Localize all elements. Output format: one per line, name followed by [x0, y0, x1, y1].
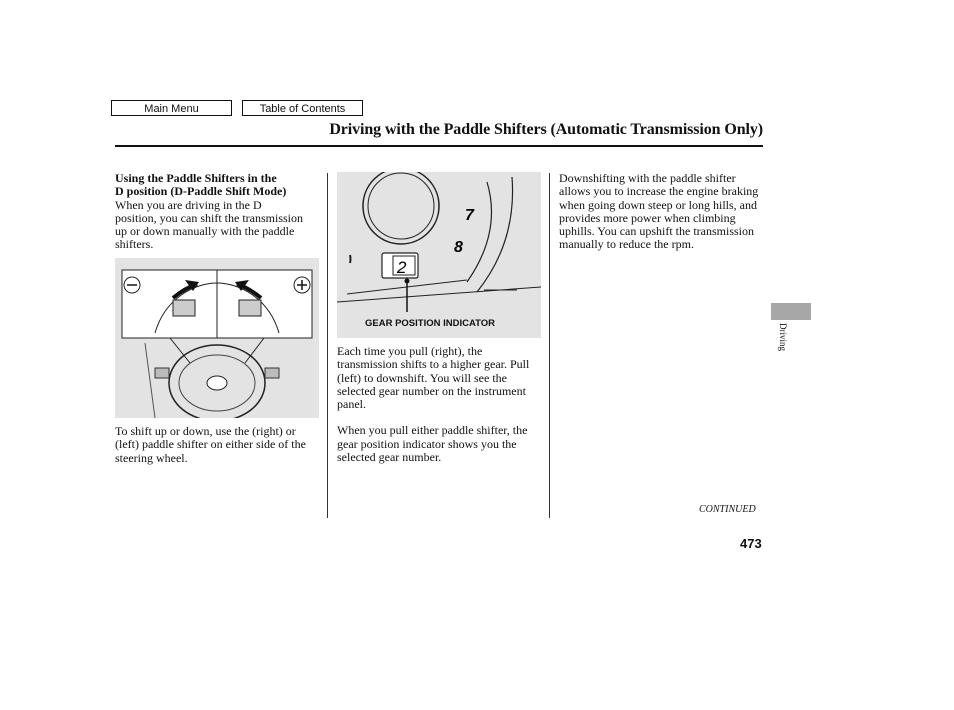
downshift-paragraph: Downshifting with the paddle shifter allows you to increase the engine braking when going down steep or long hills, and provides more power when climbing uphills. You can upshift the transmission manually to reduce the rpm. — [559, 171, 759, 252]
section-tab — [771, 303, 811, 320]
gauge-mark-8: 8 — [454, 239, 463, 256]
page-title: Driving with the Paddle Shifters (Automatic Transmission Only) — [329, 121, 763, 138]
section-label: Driving — [778, 323, 788, 351]
column-3 — [559, 172, 763, 252]
section-heading-line1: Using the Paddle Shifters in the — [115, 171, 277, 185]
steering-wheel-illustration — [115, 258, 319, 418]
gauge-mark-7: 7 — [465, 207, 474, 224]
column-divider-1 — [327, 173, 328, 518]
column-1 — [115, 172, 320, 252]
upshift-paragraph: Each time you pull (right), the transmission shifts to a higher gear. Pull (left) to downshift. You will see the selected gear number on the instrument panel. — [337, 344, 530, 412]
indicator-paragraph: When you pull either paddle shifter, the gear position indicator shows you the selected gear number. — [337, 423, 528, 465]
section-heading-line2: D position (D-Paddle Shift Mode) — [115, 184, 287, 199]
page-number: 473 — [740, 536, 762, 551]
table-of-contents-button[interactable]: Table of Contents — [242, 100, 363, 116]
column-1-lower — [115, 425, 315, 465]
main-menu-button[interactable]: Main Menu — [111, 100, 232, 116]
gauge-caption: GEAR POSITION INDICATOR — [365, 318, 496, 329]
shift-instructions: To shift up or down, use the (right) or (left) paddle shifter on either side of the steering wheel. — [115, 424, 306, 465]
continued-label: CONTINUED — [699, 504, 756, 515]
gear-indicator-illustration — [337, 172, 541, 338]
title-rule — [115, 145, 763, 147]
column-divider-2 — [549, 173, 550, 518]
column-2 — [337, 345, 543, 464]
intro-paragraph: When you are driving in the D position, you can shift the transmission up or down manually with the paddle shifters. — [115, 197, 303, 252]
gauge-gear-digit: 2 — [397, 258, 407, 277]
